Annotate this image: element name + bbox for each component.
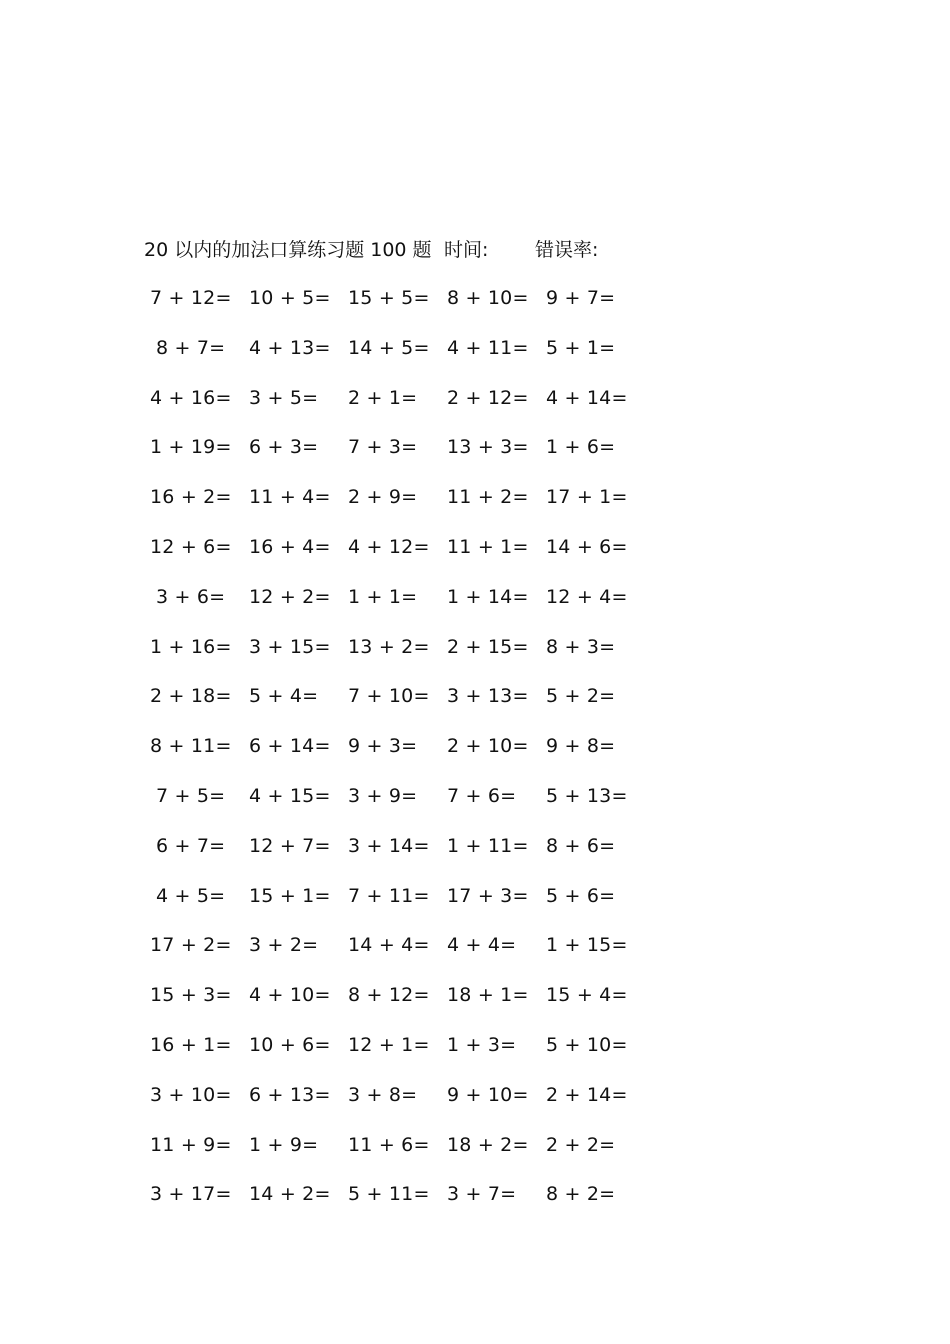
problem-item: 2 + 2=: [546, 1133, 616, 1156]
problem-item: 11 + 1=: [447, 536, 529, 558]
problem-item: 1 + 15=: [546, 934, 628, 957]
problem-item: 4 + 14=: [546, 386, 628, 409]
problem-item: 3 + 10=: [150, 1083, 232, 1106]
problem-item: 8 + 7=: [156, 336, 226, 359]
problem-item: 1 + 1=: [348, 585, 418, 608]
problem-item: 9 + 8=: [546, 735, 616, 758]
problem-item: 10 + 5=: [249, 287, 331, 309]
problem-item: 4 + 11=: [447, 336, 529, 359]
problem-item: 2 + 1=: [348, 386, 418, 409]
problem-item: 9 + 10=: [447, 1083, 529, 1106]
problem-item: 3 + 7=: [447, 1183, 517, 1206]
problem-item: 8 + 6=: [546, 834, 616, 857]
problem-item: 1 + 14=: [447, 585, 529, 608]
problem-item: 12 + 6=: [150, 536, 232, 558]
problem-item: 11 + 9=: [150, 1133, 232, 1156]
problem-item: 8 + 3=: [546, 635, 616, 658]
problem-item: 3 + 15=: [249, 635, 331, 658]
problem-item: 12 + 4=: [546, 585, 628, 608]
problem-item: 3 + 8=: [348, 1083, 418, 1106]
problem-item: 7 + 6=: [447, 785, 517, 807]
problem-item: 3 + 17=: [150, 1183, 232, 1206]
problem-item: 4 + 12=: [348, 536, 430, 558]
problem-item: 16 + 1=: [150, 1034, 232, 1056]
problem-item: 11 + 4=: [249, 486, 331, 509]
problem-item: 5 + 10=: [546, 1034, 628, 1056]
problem-item: 18 + 1=: [447, 984, 529, 1007]
problem-item: 7 + 12=: [150, 287, 232, 309]
problem-item: 12 + 2=: [249, 585, 331, 608]
problem-item: 14 + 2=: [249, 1183, 331, 1206]
time-label: 时间:: [444, 239, 489, 261]
problem-item: 2 + 12=: [447, 386, 529, 409]
problem-item: 4 + 4=: [447, 934, 517, 957]
problem-item: 4 + 15=: [249, 785, 331, 807]
problem-item: 1 + 3=: [447, 1034, 517, 1056]
problem-item: 13 + 2=: [348, 635, 430, 658]
problem-item: 9 + 3=: [348, 735, 418, 758]
problem-item: 1 + 16=: [150, 635, 232, 658]
problem-item: 2 + 18=: [150, 685, 232, 708]
problem-item: 6 + 13=: [249, 1083, 331, 1106]
problem-item: 2 + 15=: [447, 635, 529, 658]
problem-item: 3 + 9=: [348, 785, 418, 807]
problem-item: 14 + 4=: [348, 934, 430, 957]
problem-item: 14 + 5=: [348, 336, 430, 359]
problem-item: 3 + 6=: [156, 585, 226, 608]
problem-item: 17 + 3=: [447, 884, 529, 907]
problem-item: 17 + 2=: [150, 934, 232, 957]
problem-item: 8 + 11=: [150, 735, 232, 758]
problem-item: 15 + 1=: [249, 884, 331, 907]
problem-item: 5 + 6=: [546, 884, 616, 907]
problem-item: 5 + 13=: [546, 785, 628, 807]
problem-item: 15 + 3=: [150, 984, 232, 1007]
problem-item: 4 + 16=: [150, 386, 232, 409]
problem-item: 15 + 5=: [348, 287, 430, 309]
problem-item: 2 + 14=: [546, 1083, 628, 1106]
problem-item: 6 + 7=: [156, 834, 226, 857]
problem-item: 4 + 13=: [249, 336, 331, 359]
error-rate-label: 错误率:: [535, 239, 599, 261]
problem-item: 7 + 10=: [348, 685, 430, 708]
problem-item: 6 + 3=: [249, 436, 319, 459]
problem-item: 7 + 5=: [156, 785, 226, 807]
problem-item: 9 + 7=: [546, 287, 616, 309]
problem-item: 16 + 2=: [150, 486, 232, 509]
problem-item: 7 + 3=: [348, 436, 418, 459]
problem-item: 12 + 1=: [348, 1034, 430, 1056]
problem-item: 8 + 10=: [447, 287, 529, 309]
problem-item: 14 + 6=: [546, 536, 628, 558]
problem-item: 5 + 2=: [546, 685, 616, 708]
problem-item: 4 + 10=: [249, 984, 331, 1007]
problem-item: 13 + 3=: [447, 436, 529, 459]
problem-item: 17 + 1=: [546, 486, 628, 509]
problem-item: 5 + 1=: [546, 336, 616, 359]
problem-item: 1 + 9=: [249, 1133, 319, 1156]
problem-item: 8 + 12=: [348, 984, 430, 1007]
problem-item: 2 + 10=: [447, 735, 529, 758]
problem-item: 3 + 2=: [249, 934, 319, 957]
problem-item: 3 + 5=: [249, 386, 319, 409]
problem-item: 5 + 11=: [348, 1183, 430, 1206]
problem-item: 4 + 5=: [156, 884, 226, 907]
problem-item: 7 + 11=: [348, 884, 430, 907]
problem-item: 5 + 4=: [249, 685, 319, 708]
problem-item: 1 + 6=: [546, 436, 616, 459]
problem-item: 2 + 9=: [348, 486, 418, 509]
problem-item: 10 + 6=: [249, 1034, 331, 1056]
problem-item: 16 + 4=: [249, 536, 331, 558]
problem-item: 8 + 2=: [546, 1183, 616, 1206]
problem-item: 15 + 4=: [546, 984, 628, 1007]
problem-item: 11 + 2=: [447, 486, 529, 509]
problem-item: 12 + 7=: [249, 834, 331, 857]
problem-item: 3 + 13=: [447, 685, 529, 708]
problem-item: 1 + 19=: [150, 436, 232, 459]
problem-item: 18 + 2=: [447, 1133, 529, 1156]
problem-item: 6 + 14=: [249, 735, 331, 758]
worksheet-title: 20 以内的加法口算练习题 100 题: [144, 239, 432, 261]
problem-item: 1 + 11=: [447, 834, 529, 857]
problem-item: 3 + 14=: [348, 834, 430, 857]
problem-item: 11 + 6=: [348, 1133, 430, 1156]
